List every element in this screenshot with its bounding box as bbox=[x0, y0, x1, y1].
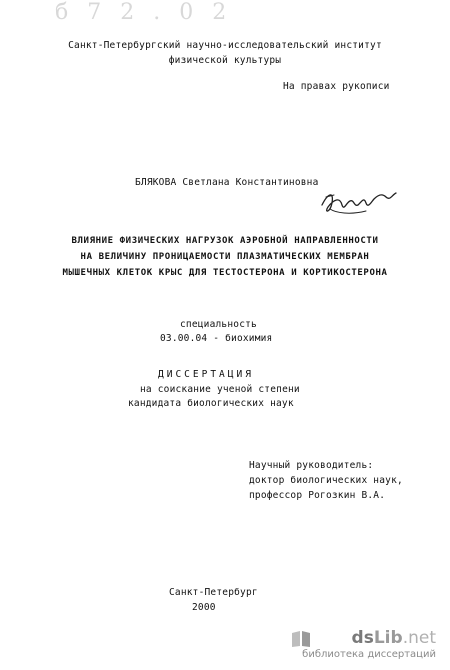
specialty-value: 03.00.04 - биохимия bbox=[160, 333, 273, 344]
logo-lib: Lib bbox=[373, 628, 403, 648]
supervisor-label: Научный руководитель: bbox=[249, 460, 374, 471]
dissertation-line-2: кандидата биологических наук bbox=[128, 398, 294, 409]
dslib-logo bbox=[291, 628, 436, 662]
title-line-2: НА ВЕЛИЧИНУ ПРОНИЦАЕМОСТИ ПЛАЗМАТИЧЕСКИХ МЕМБРАН bbox=[80, 252, 370, 262]
title-line-1: ВЛИЯНИЕ ФИЗИЧЕСКИХ НАГРУЗОК АЭРОБНОЙ НАПРАВЛЕННОСТИ bbox=[71, 236, 379, 246]
logo-ds: ds bbox=[351, 628, 374, 648]
author-name: БЛЯКОВА Светлана Константиновна bbox=[135, 177, 319, 188]
logo-text bbox=[352, 628, 436, 648]
title-line-3: МЫШЕЧНЫХ КЛЕТОК КРЫС ДЛЯ ТЕСТОСТЕРОНА И КОРТИКОСТЕРОНА bbox=[62, 268, 388, 278]
footer-year: 2000 bbox=[192, 602, 216, 613]
book-icon bbox=[291, 630, 311, 648]
institute-line-1: Санкт-Петербургский научно-исследовательский институт bbox=[68, 40, 382, 51]
footer-city: Санкт-Петербург bbox=[169, 587, 258, 598]
dissertation-line-1: на соискание ученой степени bbox=[140, 384, 300, 395]
rights-notice: На правах рукописи bbox=[283, 81, 390, 92]
logo-subtitle: библиотека диссертаций bbox=[302, 649, 436, 660]
supervisor-name: профессор Рогозкин В.А. bbox=[249, 490, 386, 501]
dissertation-heading: ДИССЕРТАЦИЯ bbox=[158, 369, 254, 380]
signature bbox=[320, 183, 400, 221]
institute-line-2: физической культуры bbox=[168, 55, 282, 66]
stamp-watermark: б 7 2 . 0 2 bbox=[55, 0, 233, 25]
supervisor-degree: доктор биологических наук, bbox=[249, 475, 403, 486]
specialty-label: специальность bbox=[180, 319, 257, 330]
logo-net: .net bbox=[402, 628, 436, 648]
